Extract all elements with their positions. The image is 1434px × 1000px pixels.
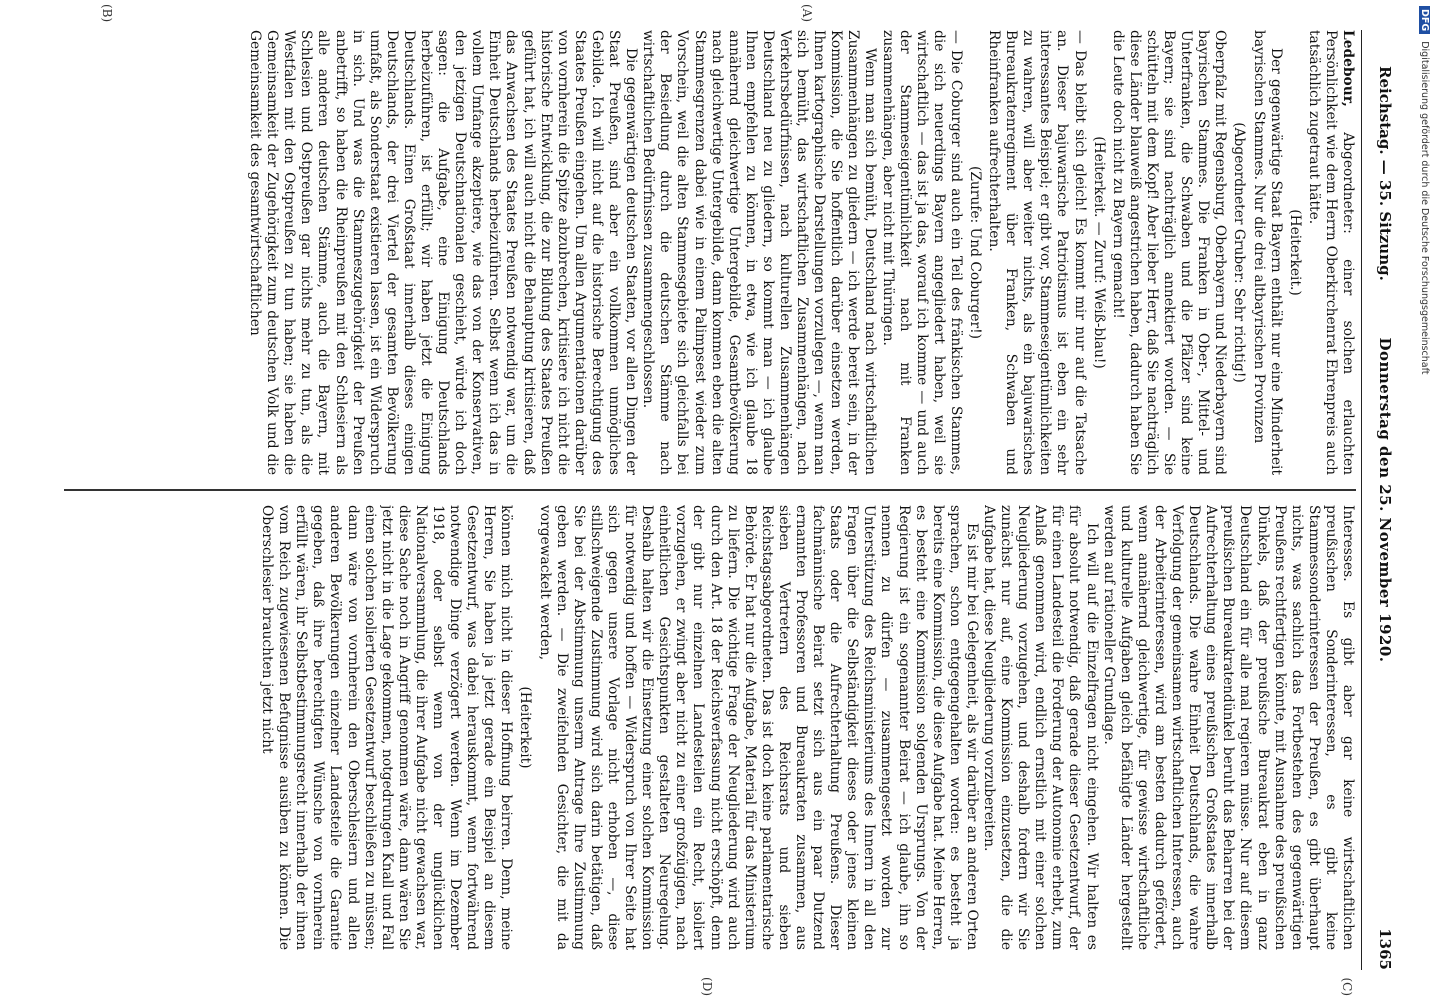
paragraph: können mich nicht in dieser Hoffnung beirren. Denn, meine Herren, Sie haben ja jetzt gerade ein Beispiel an diesem Gesetzentwurf, was dabei herauskommt, wenn fortwährend notwendige Dinge verzögert werden. Wenn im Dezember 1918, oder selbst wenn von der unglücklichen Nationalversammlung, die ihrer Aufgabe nicht gewachsen war, diese Sache noch in Angriff genommen wäre, dann wären Sie jetzt nicht in die Lage gekommen, notgedrungen Knall und Fall einen solchen isolierten Gesetzentwurf beschließen zu müssen; dann wäre von vornherein den Oberschlesiern und allen anderen Bevölkerungen einzelner Landesteile die Garantie gegeben, daß ihre berechtigten Wünsche von vornherein erfüllt wären, ihr Selbstbestimmungsrecht innerhalb der ihnen vom Reich zugewiesenen Befugnisse ausüben zu können. Die Oberschlesier brauchten jetzt nicht bbox=[259, 505, 515, 950]
margin-mark-a: (A) bbox=[800, 4, 814, 23]
paragraph: — Die Coburger sind auch ein Teil des fränkischen Stammes, die sich neuerdings Bayern angegliedert haben, weil sie wirtschaftlich — das ist ja das, worauf ich komme — und auch der Stammeseigentümlichkeit nach mit Franken zusammenhängen, aber nicht mit Thüringen. bbox=[879, 30, 964, 475]
paragraph-text: einer solchen erlauchten Persönlichkeit wie dem Herrn Oberkirchenrat Ehrenpreis auch tatsächlich zugetraut hätte. bbox=[1305, 30, 1356, 475]
paragraph: Interesses. Es gibt aber gar keine wirtschaftlichen preußischen Sonderinteressen, es gibt keine Stammessonderinteressen der Preußen, es gibt überhaupt nichts, was sachlich das Fortbestehen des gegenwärtigen Preußens rechtfertigen könnte, mit Ausnahme des preußischen Dünkels, daß der preußische Bureaukrat eben in ganz Deutschland ein für alle mal regieren müsse. Nur auf diesem preußischen Bureaukratendünkel beruht das Beharren bei der Aufrechterhaltung eines preußischen Großstaates innerhalb Deutschlands. Die wahre Einheit Deutschlands, die wahre Verfolgung der gemeinsamen wirtschaftlichen Interessen, auch der Arbeiterinteressen, wird am besten dadurch gefördert, wenn annähernd gleichwertige, für gewisse wirtschaftliche und kulturelle Aufgaben gleich befähigte Länder hergestellt werden auf rationeller Grundlage. bbox=[1100, 505, 1356, 950]
paragraph: Oberpfalz mit Regensburg, Oberbayern und Niederbayern sind bayrischen Stammes. Die Franken in Ober-, Mittel- und Unterfranken, die Schwaben und die Pfälzer sind keine Bayern; sie sind nachträglich annektiert worden. — Sie schütteln mit dem Kopf! Aber lieber Herr, daß Sie nachträglich diese Länder blauweiß angestrichen haben, dadurch haben Sie die Leute doch nicht zu Bayern gemacht! bbox=[1109, 30, 1229, 475]
speaker-name: Ledebour, bbox=[1340, 30, 1356, 107]
interjection: (Heiterkeit) bbox=[517, 686, 534, 769]
paragraph: Die gegenwärtigen deutschen Staaten, vor allen Dingen der Staat Preußen, sind aber ein vollkommen unmögliches Gebilde. Ich will nicht auf die historische Berechtigung des Staates Preußen eingehen. Um allen Argumentationen darüber von vornherein die Spitze abzubrechen, kritisiere ich nicht die historische Entwicklung, die zur Bildung des Staates Preußen geführt hat, ich will auch nicht die Behauptung kritisieren, daß das Anwachsen des Staates Preußen notwendig war, um die Einheit Deutschlands herbeizuführen. Selbst wenn ich das in vollem Umfange akzeptiere, wie das von der Konservativen, den jetzigen Deutschnationalen geschieht, würde ich doch sagen: die Aufgabe, eine Einigung Deutschlands herbeizuführen, ist erfüllt; wir haben jetzt die Einigung Deutschlands. Einen Großstaat innerhalb dieses einigen Deutschlands, der drei Viertel der gesamten Bevölkerung umfaßt, als Sonderstaat existieren lassen, ist ein Widerspruch in sich. Und was die Stammeszugehörigkeit der Preußen anbetrifft, so haben die Rheinpreußen mit den Schlesiern als alle anderen deutschen Stämme, auch die Bayern, mit Schlesien und Ostpreußen gar nichts mehr zu tun, als die Westfalen mit den Ostpreußen zu tun haben; sie haben die Gemeinsamkeit der Zugehörigkeit zum deutschen Volk und die Gemeinsamkeit des gesamtwirtschaftlichen bbox=[247, 30, 640, 475]
header-left: Reichstag. — 35. Sitzung. bbox=[1376, 66, 1394, 281]
digitization-credit bbox=[1412, 6, 1430, 996]
right-column bbox=[64, 505, 1356, 950]
interjection: (Zurufe: Und Coburger!) bbox=[967, 165, 984, 340]
margin-mark-b: (B) bbox=[100, 4, 114, 23]
interjection: (Heiterkeit. — Zuruf: Weiß-blau!) bbox=[1090, 136, 1107, 369]
paragraph: Ich will auf die Einzelfragen nicht eingehen. Wir halten es für absolut notwendig, daß gerade dieser Gesetzentwurf, der für einen Landesteil die Forderung der Autonomie erhebt, zum Anlaß genommen wird, endlich ernstlich mit einer solchen Neugliederung vorzugehen, und deshalb fordern wir Sie zunächst nur auf, eine Kommission einzusetzen, die die Aufgabe hat, diese Neugliederung vorzubereiten. bbox=[981, 505, 1100, 950]
page-header bbox=[1364, 30, 1404, 970]
credit-text-wrapper bbox=[1412, 6, 1430, 996]
interjection: (Heiterkeit.) bbox=[1286, 209, 1303, 296]
header-rule bbox=[1361, 30, 1362, 970]
paragraph: Der gegenwärtige Staat Bayern enthält nur eine Minderheit bayrischen Stammes. Nur die drei altbayrischen Provinzen bbox=[1250, 30, 1284, 475]
margin-mark-c: (C) bbox=[1340, 977, 1354, 996]
page-number: 1365 bbox=[1376, 928, 1394, 970]
paragraph: — Das bleibt sich gleich! Es kommt mir nur auf die Tatsache an. Dieser bajuwarische Patriotismus ist eben ein sehr interessantes Beispiel; er gibt vor, Stammeseigentümlichkeiten zu wahren, will aber weiter nichts, als ein bajuwarisches Bureaukratenregiment über Franken, Schwaben und Rheinfranken aufrechterhalten. bbox=[986, 30, 1088, 475]
paragraph bbox=[1305, 30, 1356, 475]
margin-mark-d: (D) bbox=[700, 977, 714, 996]
column-divider bbox=[64, 489, 1356, 491]
paragraph: Wenn man sich bemüht, Deutschland nach wirtschaftlichen Zusammenhängen zu gliedern — ich werde bereit sein, in der Kommission, die Sie hoffentlich darüber einsetzen werden, Ihnen kartographische Darstellungen vorzulegen —, wenn man sich bemüht, das wirtschaftlichen Zusammenhängen, nach Verkehrsbedürfnissen, nach kulturellen Zusammenhängen Deutschland neu zu gliedern, so kommt man — ich glaube Ihnen empfehlen zu können, in etwa, wie ich glaube 18 annähernd gleichwertige Untergebilde, Gesamtbevölkerung nach gleichwertige Untergebilde, dann kommen eben die alten Stammesgrenzen dabei wie in einem Palimpsest wieder zum Vorschein, weil die alten Stammesgebiete sich gleichfalls bei der Besiedlung durch die deutschen Stämme nach wirtschaftlichen Bedürfnissen zusammengeschlossen. bbox=[640, 30, 879, 475]
dfg-logo: DFG bbox=[1419, 6, 1430, 34]
header-date: Donnerstag den 25. November 1920. bbox=[1376, 337, 1394, 663]
paragraph: Es ist mir bei Gelegenheit, als wir darüber an anderen Orten sprachen, schon entgegengehalten worden: es besteht ja bereits eine Kommission, die diese Aufgabe hat. Meine Herren, es besteht eine Kommission solgenden Ursprungs. Von der Regierung ist ein sogenannter Beirat — ich glaube, ihn so nennen zu dürfen — zusammengesetzt worden zur Unterstützung des Reichsministeriums des Innern in all den Fragen über die Selbständigkeit dieses oder jenes kleinen Staats oder die Aufrechterhaltung Preußens. Dieser fachmännische Beirat setzt sich aus ein paar Dutzend ernannten Professoren und Bureaukraten zusammen, aus sieben Vertretern des Reichsrats und sieben Reichstagsabgeordneten. Das ist doch keine parlamentarische Behörde. Er hat nur die Aufgabe, Material für das Ministerium zu liefern. Die wichtige Frage der Neugliederung wird auch durch den Art. 18 der Reichsverfassung nicht erschöpft, denn der gibt nur einzelnen Landesteilen ein Recht, isoliert vorzugehen, er zwingt aber nicht zu einer großzügigen, nach einheitlichen Gesichtspunkten gestalteten Neuregelung. Deshalb halten wir die Einsetzung einer solchen Kommission für notwendig und hoffen — Widerspruch von Ihrer Seite hat sich gegen unsere Vorlage nicht erhoben —, diese stillschweigende Zustimmung wird sich darin betätigen, daß Sie bei der Abstimmung unserm Antrage Ihre Zustimmung geben werden. — Die zweifelnden Gesichter, die mit da vorgewackelt werden, bbox=[536, 505, 980, 950]
left-column bbox=[64, 30, 1356, 475]
interjection: (Abgeordneter Gruber: Sehr richtig!) bbox=[1231, 122, 1248, 383]
document-page bbox=[64, 4, 1404, 996]
speaker-role: Abgeordneter: bbox=[1340, 132, 1356, 234]
credit-text: Digitalisierung gefördert durch die Deutsche Forschungsgemeinschaft bbox=[1419, 41, 1430, 375]
